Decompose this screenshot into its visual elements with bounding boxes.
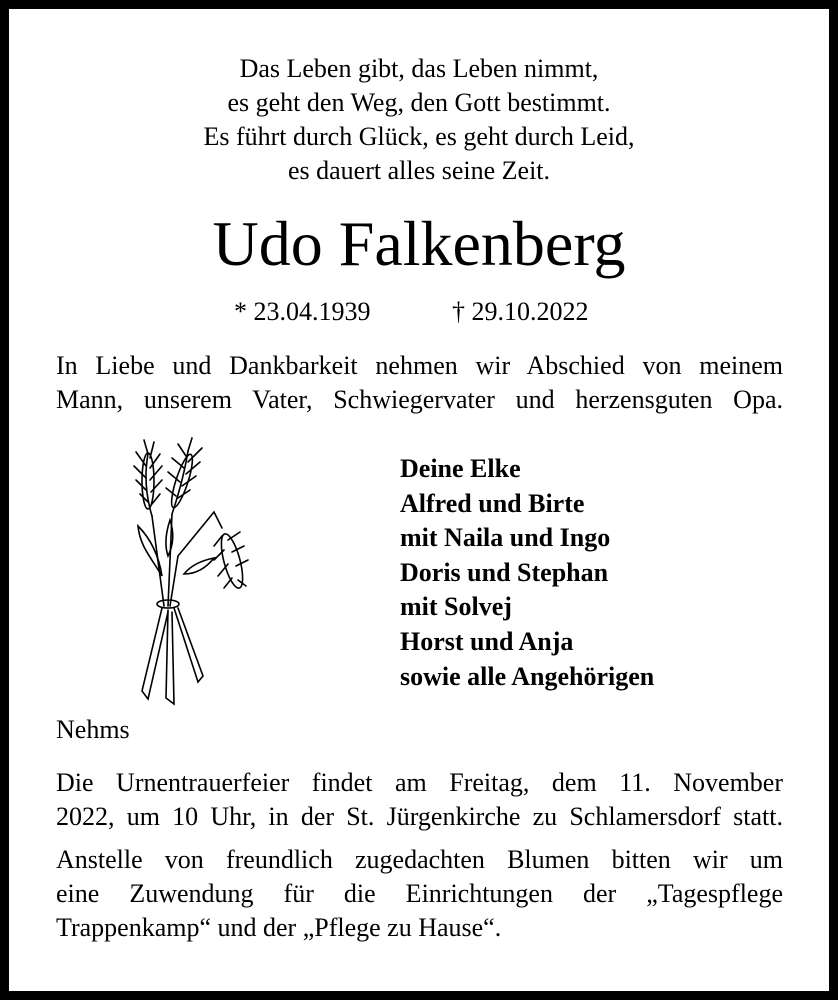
donation-line: Anstelle von freundlich zugedachten Blumen bitten wir um: [56, 845, 783, 874]
family-line: mit Solvej: [400, 592, 512, 622]
death-date: † 29.10.2022: [452, 297, 589, 326]
poem-line: Das Leben gibt, das Leben nimmt,: [239, 54, 599, 83]
wheat-ear-left-icon: [134, 440, 162, 516]
donation-line: eine Zuwendung für die Einrichtungen der „Tagespflege: [56, 879, 783, 908]
poem-line: Es führt durch Glück, es geht durch Leid,: [203, 122, 635, 151]
poem: [0, 52, 838, 188]
farewell-line: In Liebe und Dankbarkeit nehmen wir Abschied von meinem: [56, 351, 783, 380]
family-line: Doris und Stephan: [400, 557, 609, 587]
farewell-line: Mann, unserem Vater, Schwiegervater und herzensguten Opa.: [56, 385, 783, 414]
wheat-ear-drooping-icon: [178, 512, 248, 590]
ceremony-line: Die Urnentrauerfeier findet am Freitag, dem 11. November: [56, 768, 783, 797]
family-list: [400, 452, 654, 694]
poem-line: es dauert alles seine Zeit.: [287, 156, 551, 185]
donation-text: [56, 843, 783, 945]
family-line: Alfred und Birte: [400, 488, 585, 518]
wheat-bundle-illustration: [110, 436, 250, 706]
farewell-text: [56, 349, 783, 417]
deceased-name: Udo Falkenberg: [212, 208, 626, 279]
ceremony-text: [56, 766, 783, 834]
poem-line: es geht den Weg, den Gott bestimmt.: [227, 88, 611, 117]
wheat-ear-middle-icon: [166, 438, 202, 514]
donation-line: Trappenkamp“ und der „Pflege zu Hause“.: [56, 913, 502, 942]
family-line: Horst und Anja: [400, 626, 574, 656]
family-line: Deine Elke: [400, 454, 521, 483]
family-line: sowie alle Angehörigen: [400, 661, 655, 691]
birth-date: * 23.04.1939: [234, 297, 371, 326]
ceremony-line: 2022, um 10 Uhr, in der St. Jürgenkirche zu Schlamersdorf statt.: [56, 802, 783, 831]
family-line: mit Naila und Ingo: [400, 523, 611, 553]
place-name: Nehms: [56, 715, 130, 744]
